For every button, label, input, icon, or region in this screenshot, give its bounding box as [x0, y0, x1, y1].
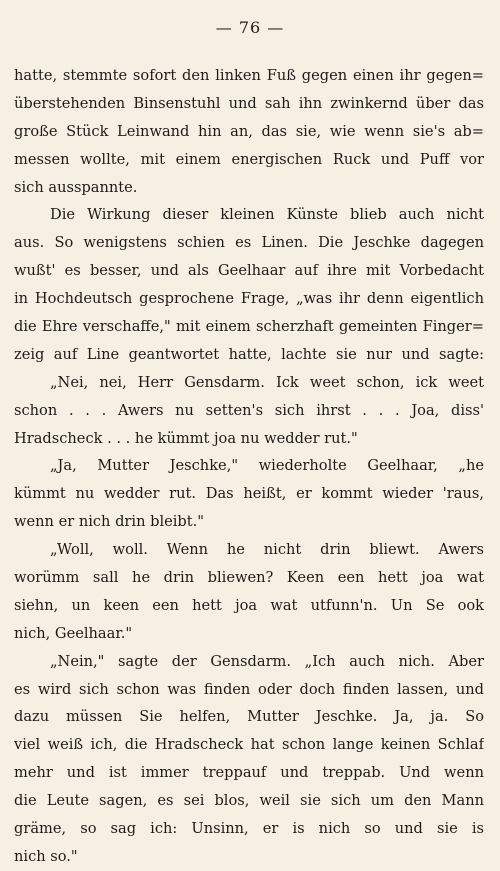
text-line: es wird sich schon was finden oder doch finden lassen, und: [14, 680, 484, 698]
text-line: die Leute sagen, es sei blos, weil sie sich um den Mann: [14, 792, 484, 810]
text-line: in Hochdeutsch gesprochene Frage, „was ihr denn eigentlich: [14, 290, 484, 308]
text-line: zeig auf Line geantwortet hatte, lachte sie nur und sagte:: [14, 345, 484, 363]
text-line: mehr und ist immer treppauf und treppab. Und wenn: [14, 764, 484, 782]
text-line: nich so.": [14, 847, 78, 865]
text-line: überstehenden Binsenstuhl und sah ihn zwinkernd über das: [14, 94, 484, 112]
text-line: wenn er nich drin bleibt.": [14, 513, 204, 531]
text-line: worümm sall he drin bliewen? Keen een hett joa wat: [14, 569, 484, 587]
text-line: „Nei, nei, Herr Gensdarm. Ick weet schon, ick weet: [50, 373, 484, 391]
text-line: Hradscheck . . . he kümmt joa nu wedder rut.": [14, 429, 358, 447]
text-line: sich ausspannte.: [14, 178, 138, 196]
text-line: „Woll, woll. Wenn he nicht drin bliewt. Awers: [50, 541, 484, 559]
text-line: schon . . . Awers nu setten's sich ihrst . . . Joa, diss': [14, 401, 484, 419]
text-line: gräme, so sag ich: Unsinn, er is nich so und sie is: [14, 820, 484, 838]
text-line: die Ehre verschaffe," mit einem scherzhaft gemeinten Finger=: [14, 318, 484, 336]
text-line: „Ja, Mutter Jeschke," wiederholte Geelhaar, „he: [50, 457, 484, 475]
text-line: hatte, stemmte sofort den linken Fuß gegen einen ihr gegen=: [14, 67, 484, 84]
text-line: siehn, un keen een hett joa wat utfunn'n. Un Se ook: [14, 596, 484, 614]
text-line: aus. So wenigstens schien es Linen. Die Jeschke dagegen: [14, 234, 484, 252]
text-line: messen wollte, mit einem energischen Ruck und Puff vor: [14, 150, 484, 168]
text-line: Die Wirkung dieser kleinen Künste blieb auch nicht: [50, 206, 484, 224]
body-text: [14, 62, 484, 871]
text-line: wußt' es besser, und als Geelhaar auf ihre mit Vorbedacht: [14, 262, 484, 280]
text-line: große Stück Leinwand hin an, das sie, wie wenn sie's ab=: [14, 122, 484, 140]
text-line: viel weiß ich, die Hradscheck hat schon lange keinen Schlaf: [14, 736, 484, 754]
text-line: dazu müssen Sie helfen, Mutter Jeschke. Ja, ja. So: [14, 708, 484, 726]
text-line: „Nein," sagte der Gensdarm. „Ich auch nich. Aber: [50, 652, 484, 670]
page-number: — 76 —: [215, 18, 285, 37]
text-line: nich, Geelhaar.": [14, 624, 133, 642]
text-line: kümmt nu wedder rut. Das heißt, er kommt wieder 'raus,: [14, 485, 484, 503]
